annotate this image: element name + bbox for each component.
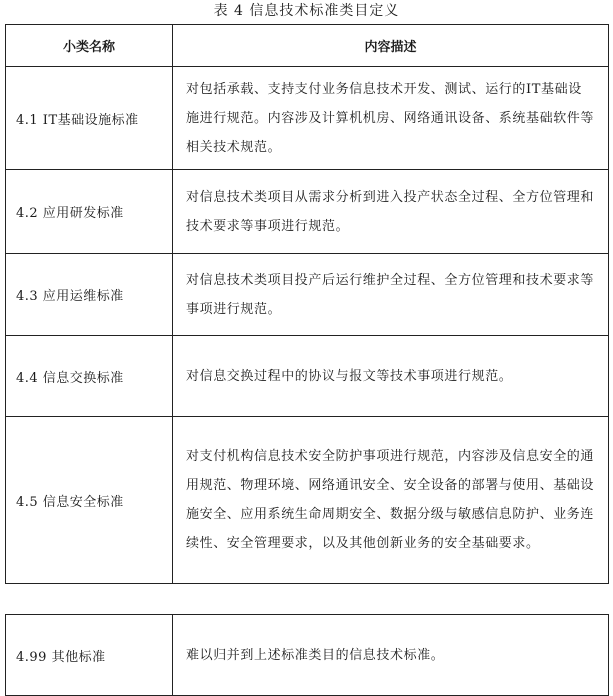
subcategory-name: 4.3 应用运维标准: [6, 254, 173, 336]
header-subcategory-name: 小类名称: [6, 25, 173, 67]
subcategory-name: 4.5 信息安全标准: [6, 417, 173, 584]
table-row: [6, 170, 609, 254]
subcategory-name: 4.4 信息交换标准: [6, 336, 173, 417]
table-row: [6, 417, 609, 584]
content-description: 对包括承载、支持支付业务信息技术开发、测试、运行的IT基础设施进行规范。内容涉及计算机机房、网络通讯设备、系统基础软件等相关技术规范。: [173, 67, 609, 170]
subcategory-name: 4.1 IT基础设施标准: [6, 67, 173, 170]
header-content-description: 内容描述: [173, 25, 609, 67]
table-row: [6, 254, 609, 336]
standards-table-continued: [5, 614, 609, 696]
standards-table: [5, 24, 609, 584]
table-row: [6, 615, 609, 696]
subcategory-name: 4.2 应用研发标准: [6, 170, 173, 254]
table-row: [6, 67, 609, 170]
content-description: 对信息交换过程中的协议与报文等技术事项进行规范。: [173, 336, 609, 417]
content-description: 对支付机构信息技术安全防护事项进行规范，内容涉及信息安全的通用规范、物理环境、网络通讯安全、安全设备的部署与使用、基础设施安全、应用系统生命周期安全、数据分级与敏感信息防护、业务连续性、安全管理要求，以及其他创新业务的安全基础要求。: [173, 417, 609, 584]
content-description: 对信息技术类项目从需求分析到进入投产状态全过程、全方位管理和技术要求等事项进行规范。: [173, 170, 609, 254]
table-caption: 表 4 信息技术标准类目定义: [213, 3, 400, 19]
subcategory-name: 4.99 其他标准: [6, 615, 173, 696]
table-row: [6, 336, 609, 417]
content-description: 对信息技术类项目投产后运行维护全过程、全方位管理和技术要求等事项进行规范。: [173, 254, 609, 336]
content-description: 难以归并到上述标准类目的信息技术标准。: [173, 615, 609, 696]
